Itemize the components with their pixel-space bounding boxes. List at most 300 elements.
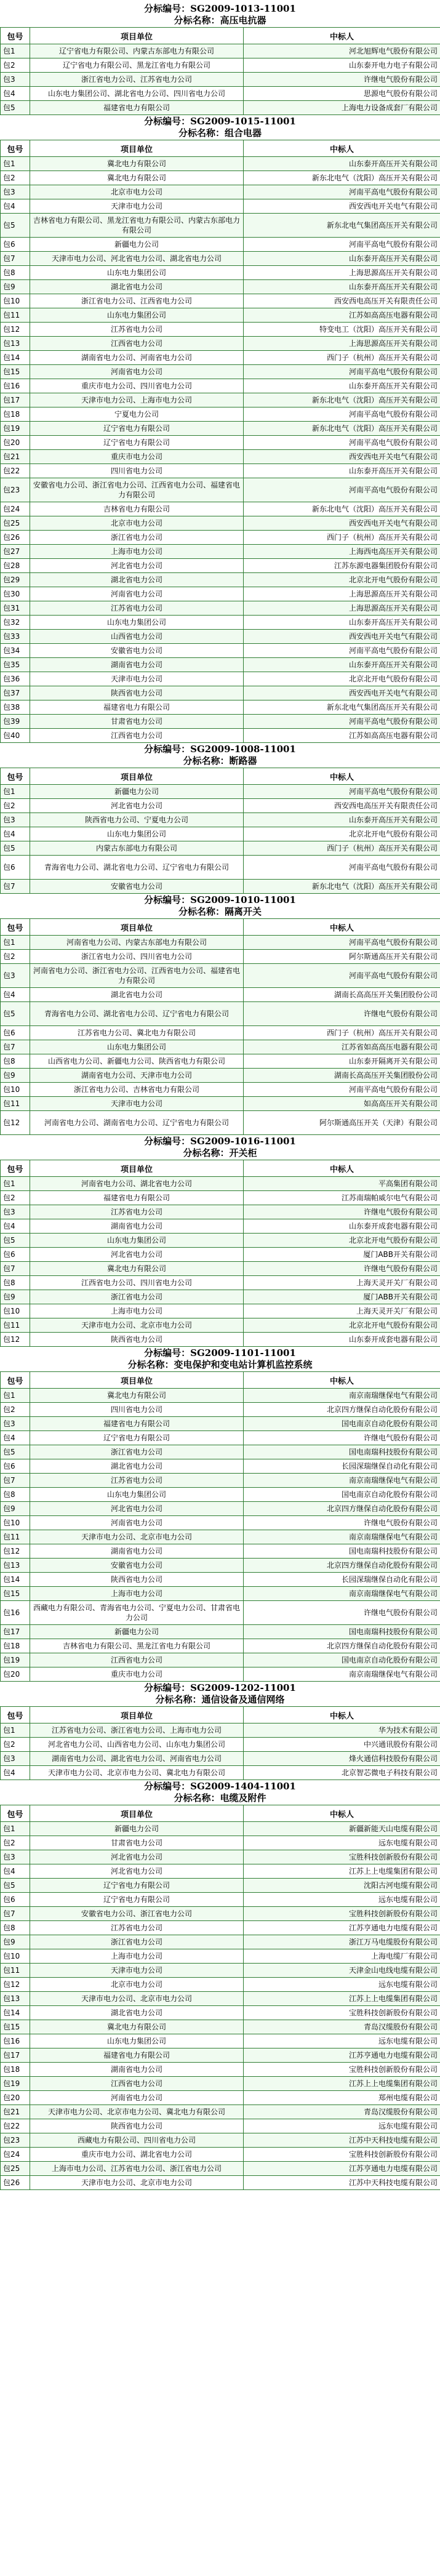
winner-cell: 西安西电开关电气有限公司 xyxy=(244,450,440,464)
unit-cell: 河南省电力公司 xyxy=(30,1516,244,1530)
table-row xyxy=(1,323,440,337)
unit-cell: 河南省电力公司、浙江省电力公司、江西省电力公司、福建省电力有限公司 xyxy=(30,964,244,988)
table-header-row xyxy=(1,1372,440,1389)
table-row xyxy=(1,185,440,199)
unit-cell: 山西省电力公司 xyxy=(30,630,244,644)
package-cell: 包26 xyxy=(1,531,30,545)
unit-cell: 湖南省电力公司、湖北省电力公司、河南省电力公司 xyxy=(30,1752,244,1766)
unit-cell: 西藏电力有限公司、四川省电力公司 xyxy=(30,2133,244,2148)
winner-cell: 阿尔斯通高压开关有限公司 xyxy=(244,950,440,964)
table-header-row xyxy=(1,28,440,44)
package-cell: 包7 xyxy=(1,880,30,894)
package-cell: 包14 xyxy=(1,2006,30,2020)
unit-cell: 山东电力集团公司 xyxy=(30,1234,244,1248)
table-row xyxy=(1,1054,440,1069)
table-row xyxy=(1,1026,440,1040)
table-row xyxy=(1,1921,440,1935)
package-cell: 包7 xyxy=(1,1040,30,1054)
unit-cell: 安徽省电力公司 xyxy=(30,880,244,894)
winner-cell: 上海天灵开关厂有限公司 xyxy=(244,1276,440,1290)
package-cell: 包17 xyxy=(1,1625,30,1639)
package-cell: 包32 xyxy=(1,616,30,630)
unit-cell: 湖南省电力公司 xyxy=(30,1219,244,1234)
unit-cell: 江西省电力公司 xyxy=(30,337,244,351)
unit-cell: 福建省电力有限公司 xyxy=(30,700,244,715)
unit-cell: 山东电力集团公司 xyxy=(30,616,244,630)
unit-cell: 江苏省电力公司 xyxy=(30,323,244,337)
package-cell: 包2 xyxy=(1,950,30,964)
package-cell: 包8 xyxy=(1,1276,30,1290)
section-name: 分标名称：组合电器 xyxy=(178,127,262,138)
package-cell: 包7 xyxy=(1,1262,30,1276)
table-row xyxy=(1,1907,440,1921)
package-cell: 包38 xyxy=(1,700,30,715)
header-package: 包号 xyxy=(1,140,30,157)
winner-cell: 山东泰开高压开关有限公司 xyxy=(244,157,440,171)
package-cell: 包21 xyxy=(1,450,30,464)
table-row xyxy=(1,44,440,58)
winner-cell: 新东北电气集团高压开关有限公司 xyxy=(244,700,440,715)
table-row xyxy=(1,1333,440,1347)
unit-cell: 河北省电力公司 xyxy=(30,1248,244,1262)
package-cell: 包5 xyxy=(1,101,30,115)
winner-cell: 北京北开电气股份有限公司 xyxy=(244,827,440,841)
winner-cell: 思源电气股份有限公司 xyxy=(244,87,440,101)
table-row xyxy=(1,280,440,294)
package-cell: 包11 xyxy=(1,1097,30,1111)
winner-cell: 河南平高电气股份有限公司 xyxy=(244,436,440,450)
winner-cell: 山东泰开隔离开关有限公司 xyxy=(244,1054,440,1069)
unit-cell: 新疆电力公司 xyxy=(30,238,244,252)
table-row xyxy=(1,1290,440,1304)
package-cell: 包8 xyxy=(1,266,30,280)
package-cell: 包19 xyxy=(1,2077,30,2091)
unit-cell: 新疆电力公司 xyxy=(30,1822,244,1836)
winner-cell: 北京北开电气股份有限公司 xyxy=(244,672,440,686)
header-package: 包号 xyxy=(1,28,30,44)
package-cell: 包7 xyxy=(1,1907,30,1921)
package-cell: 包16 xyxy=(1,2034,30,2048)
unit-cell: 江西省电力公司 xyxy=(30,729,244,743)
table-row xyxy=(1,1893,440,1907)
package-cell: 包20 xyxy=(1,436,30,450)
unit-cell: 江苏省电力公司 xyxy=(30,601,244,616)
package-cell: 包13 xyxy=(1,1559,30,1573)
winner-cell: 山东泰开成套电器有限公司 xyxy=(244,1219,440,1234)
table-row xyxy=(1,827,440,841)
unit-cell: 安徽省电力公司、浙江省电力公司 xyxy=(30,1907,244,1921)
winner-cell: 国电南京自动化股份有限公司 xyxy=(244,1488,440,1502)
unit-cell: 北京市电力公司 xyxy=(30,1978,244,1992)
table-row xyxy=(1,1836,440,1850)
table-row xyxy=(1,422,440,436)
unit-cell: 辽宁省电力有限公司 xyxy=(30,1893,244,1907)
unit-cell: 河北省电力公司 xyxy=(30,1850,244,1864)
table-row xyxy=(1,2077,440,2091)
unit-cell: 山西省电力公司、新疆电力公司、陕西省电力有限公司 xyxy=(30,1054,244,1069)
winner-cell: 上海思源高压开关有限公司 xyxy=(244,601,440,616)
package-cell: 包2 xyxy=(1,171,30,185)
table-row xyxy=(1,1431,440,1445)
package-cell: 包6 xyxy=(1,856,30,880)
package-cell: 包1 xyxy=(1,157,30,171)
winner-cell: 上海电力设备成套厂有限公司 xyxy=(244,101,440,115)
package-cell: 包22 xyxy=(1,464,30,478)
package-cell: 包7 xyxy=(1,1474,30,1488)
unit-cell: 福建省电力有限公司 xyxy=(30,101,244,115)
header-winner: 中标人 xyxy=(244,919,440,936)
table-row xyxy=(1,1403,440,1417)
section-code: 分标编号：SG2009-1101-11001 xyxy=(144,1347,296,1358)
table-row xyxy=(1,1639,440,1653)
winner-cell: 河南平高电气股份有限公司 xyxy=(244,715,440,729)
package-cell: 包4 xyxy=(1,988,30,1002)
winner-cell: 北京四方继保自动化股份有限公司 xyxy=(244,1403,440,1417)
table-row xyxy=(1,1964,440,1978)
table-row xyxy=(1,87,440,101)
table-row xyxy=(1,559,440,573)
package-cell: 包24 xyxy=(1,502,30,516)
unit-cell: 江苏省电力公司 xyxy=(30,1921,244,1935)
winner-cell: 新东北电气（沈阳）高压开关有限公司 xyxy=(244,502,440,516)
table-row xyxy=(1,1459,440,1474)
table-row xyxy=(1,715,440,729)
package-cell: 包4 xyxy=(1,1864,30,1879)
package-cell: 包10 xyxy=(1,1516,30,1530)
winner-cell: 山东泰开高压开关有限公司 xyxy=(244,252,440,266)
unit-cell: 冀北电力有限公司 xyxy=(30,171,244,185)
section-code: 分标编号：SG2009-1016-11001 xyxy=(144,1136,296,1147)
unit-cell: 安徽省电力公司 xyxy=(30,1559,244,1573)
package-cell: 包12 xyxy=(1,1111,30,1135)
winner-cell: 如高高压开关有限公司 xyxy=(244,1097,440,1111)
table-row xyxy=(1,2020,440,2034)
package-cell: 包36 xyxy=(1,672,30,686)
winner-cell: 上海思源高压开关有限公司 xyxy=(244,587,440,601)
winner-cell: 上海天灵开关厂有限公司 xyxy=(244,1304,440,1318)
unit-cell: 辽宁省电力有限公司 xyxy=(30,1431,244,1445)
table-row xyxy=(1,1069,440,1083)
winner-cell: 北京智芯微电子科技有限公司 xyxy=(244,1766,440,1780)
winner-cell: 北京四方继保自动化股份有限公司 xyxy=(244,1639,440,1653)
winner-cell: 江苏如高高压电器有限公司 xyxy=(244,308,440,323)
unit-cell: 天津市电力公司、北京市电力公司 xyxy=(30,2176,244,2190)
bid-table xyxy=(0,1371,440,1682)
winner-cell: 郑州电缆有限公司 xyxy=(244,2091,440,2105)
table-row xyxy=(1,1097,440,1111)
winner-cell: 江苏上上电缆集团有限公司 xyxy=(244,1992,440,2006)
package-cell: 包11 xyxy=(1,1530,30,1544)
table-row xyxy=(1,450,440,464)
package-cell: 包37 xyxy=(1,686,30,700)
unit-cell: 安徽省电力公司、浙江省电力公司、江西省电力公司、福建省电力有限公司 xyxy=(30,478,244,502)
table-row xyxy=(1,531,440,545)
table-row xyxy=(1,2162,440,2176)
table-row xyxy=(1,393,440,407)
header-winner: 中标人 xyxy=(244,1372,440,1389)
winner-cell: 新东北电气（沈阳）高压开关有限公司 xyxy=(244,171,440,185)
winner-cell: 许继电气股份有限公司 xyxy=(244,73,440,87)
winner-cell: 江苏亨通电力电缆有限公司 xyxy=(244,2048,440,2063)
winner-cell: 新东北电气（沈阳）高压开关有限公司 xyxy=(244,880,440,894)
package-cell: 包2 xyxy=(1,799,30,813)
unit-cell: 湖北省电力公司 xyxy=(30,2006,244,2020)
winner-cell: 湖南长高高压开关集团股份公司 xyxy=(244,988,440,1002)
table-row xyxy=(1,266,440,280)
table-row xyxy=(1,950,440,964)
package-cell: 包5 xyxy=(1,214,30,238)
package-cell: 包6 xyxy=(1,1026,30,1040)
winner-cell: 河南平高电气股份有限公司 xyxy=(244,856,440,880)
table-header-row xyxy=(1,1805,440,1822)
table-row xyxy=(1,644,440,658)
package-cell: 包3 xyxy=(1,964,30,988)
unit-cell: 天津市电力公司、北京市电力公司 xyxy=(30,1318,244,1333)
table-row xyxy=(1,1864,440,1879)
table-row xyxy=(1,813,440,827)
winner-cell: 西门子（杭州）高压开关有限公司 xyxy=(244,351,440,365)
winner-cell: 新东北电气（沈阳）高压开关有限公司 xyxy=(244,393,440,407)
package-cell: 包5 xyxy=(1,841,30,856)
winner-cell: 山东泰开成套电器有限公司 xyxy=(244,1333,440,1347)
winner-cell: 远东电缆有限公司 xyxy=(244,1836,440,1850)
header-package: 包号 xyxy=(1,1707,30,1723)
unit-cell: 陕西省电力公司 xyxy=(30,1573,244,1587)
package-cell: 包1 xyxy=(1,1389,30,1403)
winner-cell: 河南平高电气股份有限公司 xyxy=(244,1083,440,1097)
table-row xyxy=(1,252,440,266)
unit-cell: 江苏省电力公司 xyxy=(30,1205,244,1219)
package-cell: 包4 xyxy=(1,827,30,841)
package-cell: 包18 xyxy=(1,1639,30,1653)
unit-cell: 河南省电力公司 xyxy=(30,365,244,379)
winner-cell: 河南平高电气股份有限公司 xyxy=(244,185,440,199)
winner-cell: 宝胜科技创新股份有限公司 xyxy=(244,2063,440,2077)
unit-cell: 甘肃省电力公司 xyxy=(30,715,244,729)
table-row xyxy=(1,199,440,214)
table-row xyxy=(1,101,440,115)
table-row xyxy=(1,1445,440,1459)
unit-cell: 福建省电力有限公司 xyxy=(30,1191,244,1205)
section-header xyxy=(0,2,440,27)
winner-cell: 许继电气股份有限公司 xyxy=(244,1205,440,1219)
winner-cell: 华为技术有限公司 xyxy=(244,1723,440,1738)
package-cell: 包27 xyxy=(1,545,30,559)
table-row xyxy=(1,2148,440,2162)
package-cell: 包8 xyxy=(1,1054,30,1069)
package-cell: 包1 xyxy=(1,936,30,950)
package-cell: 包1 xyxy=(1,785,30,799)
table-row xyxy=(1,2048,440,2063)
winner-cell: 山东泰开电力电子有限公司 xyxy=(244,58,440,73)
unit-cell: 湖南省电力公司 xyxy=(30,658,244,672)
unit-cell: 山东电力集团公司、湖北省电力公司、四川省电力公司 xyxy=(30,87,244,101)
package-cell: 包2 xyxy=(1,1191,30,1205)
bid-table xyxy=(0,140,440,743)
header-unit: 项目单位 xyxy=(30,1707,244,1723)
unit-cell: 安徽省电力公司 xyxy=(30,644,244,658)
winner-cell: 河南平高电气股份有限公司 xyxy=(244,407,440,422)
winner-cell: 长园深瑞继保自动化有限公司 xyxy=(244,1573,440,1587)
section-header xyxy=(0,1135,440,1160)
table-row xyxy=(1,1219,440,1234)
section-code: 分标编号：SG2009-1015-11001 xyxy=(144,116,296,127)
table-row xyxy=(1,936,440,950)
section-name: 分标名称：变电保护和变电站计算机监控系统 xyxy=(127,1359,313,1370)
table-row xyxy=(1,1992,440,2006)
unit-cell: 河北省电力公司 xyxy=(30,1502,244,1516)
package-cell: 包1 xyxy=(1,1822,30,1836)
table-row xyxy=(1,658,440,672)
header-unit: 项目单位 xyxy=(30,919,244,936)
unit-cell: 湖北省电力公司 xyxy=(30,1459,244,1474)
unit-cell: 辽宁省电力有限公司、内蒙古东部电力有限公司 xyxy=(30,44,244,58)
package-cell: 包15 xyxy=(1,1587,30,1601)
bid-table xyxy=(0,918,440,1135)
package-cell: 包4 xyxy=(1,1219,30,1234)
package-cell: 包10 xyxy=(1,1083,30,1097)
winner-cell: 北京北开电气股份有限公司 xyxy=(244,1318,440,1333)
unit-cell: 吉林省电力有限公司、黑龙江省电力有限公司、内蒙古东部电力有限公司 xyxy=(30,214,244,238)
package-cell: 包16 xyxy=(1,1601,30,1625)
bid-table xyxy=(0,27,440,115)
unit-cell: 山东电力集团公司 xyxy=(30,1488,244,1502)
header-winner: 中标人 xyxy=(244,28,440,44)
unit-cell: 新疆电力公司 xyxy=(30,1625,244,1639)
section-header xyxy=(0,115,440,140)
header-unit: 项目单位 xyxy=(30,1160,244,1177)
winner-cell: 西安西电开关电气有限公司 xyxy=(244,199,440,214)
table-row xyxy=(1,2063,440,2077)
table-row xyxy=(1,1248,440,1262)
table-row xyxy=(1,1601,440,1625)
table-row xyxy=(1,841,440,856)
unit-cell: 天津市电力公司 xyxy=(30,1964,244,1978)
unit-cell: 吉林省电力有限公司 xyxy=(30,502,244,516)
unit-cell: 青海省电力公司、湖北省电力公司、辽宁省电力有限公司 xyxy=(30,1002,244,1026)
package-cell: 包18 xyxy=(1,2063,30,2077)
table-row xyxy=(1,988,440,1002)
table-row xyxy=(1,1040,440,1054)
table-header-row xyxy=(1,1160,440,1177)
section-header xyxy=(0,894,440,918)
table-row xyxy=(1,157,440,171)
unit-cell: 西藏电力有限公司、青海省电力公司、宁夏电力公司、甘肃省电力公司 xyxy=(30,1601,244,1625)
unit-cell: 河南省电力公司 xyxy=(30,2091,244,2105)
winner-cell: 天津金山电线电缆有限公司 xyxy=(244,1964,440,1978)
winner-cell: 江苏如高高压电器有限公司 xyxy=(244,729,440,743)
package-cell: 包4 xyxy=(1,199,30,214)
table-row xyxy=(1,1191,440,1205)
section-code: 分标编号：SG2009-1010-11001 xyxy=(144,894,296,905)
table-row xyxy=(1,1723,440,1738)
unit-cell: 江苏省电力公司、冀北电力有限公司 xyxy=(30,1026,244,1040)
table-row xyxy=(1,2176,440,2190)
table-row xyxy=(1,1667,440,1682)
unit-cell: 甘肃省电力公司 xyxy=(30,1836,244,1850)
unit-cell: 北京市电力公司 xyxy=(30,516,244,531)
winner-cell: 西门子（杭州）高压开关有限公司 xyxy=(244,841,440,856)
winner-cell: 长园深瑞继保自动化有限公司 xyxy=(244,1459,440,1474)
table-row xyxy=(1,1653,440,1667)
table-row xyxy=(1,1935,440,1949)
unit-cell: 重庆市电力公司 xyxy=(30,1667,244,1682)
bid-table xyxy=(0,1160,440,1347)
winner-cell: 上海思源高压开关有限公司 xyxy=(244,337,440,351)
winner-cell: 江苏中天科技电缆有限公司 xyxy=(244,2133,440,2148)
table-row xyxy=(1,1822,440,1836)
winner-cell: 国电南瑞科技股份有限公司 xyxy=(244,1625,440,1639)
package-cell: 包15 xyxy=(1,2020,30,2034)
package-cell: 包12 xyxy=(1,323,30,337)
section-name: 分标名称：断路器 xyxy=(183,755,257,766)
unit-cell: 冀北电力有限公司 xyxy=(30,1389,244,1403)
winner-cell: 平高集团有限公司 xyxy=(244,1177,440,1191)
winner-cell: 宝胜科技创新股份有限公司 xyxy=(244,1907,440,1921)
unit-cell: 上海市电力公司 xyxy=(30,545,244,559)
unit-cell: 福建省电力有限公司 xyxy=(30,2048,244,2063)
package-cell: 包3 xyxy=(1,1205,30,1219)
unit-cell: 山东电力集团公司 xyxy=(30,827,244,841)
package-cell: 包24 xyxy=(1,2148,30,2162)
table-header-row xyxy=(1,140,440,157)
unit-cell: 江苏省电力公司、浙江省电力公司、上海市电力公司 xyxy=(30,1723,244,1738)
package-cell: 包3 xyxy=(1,1417,30,1431)
table-row xyxy=(1,1559,440,1573)
package-cell: 包5 xyxy=(1,1234,30,1248)
unit-cell: 四川省电力公司 xyxy=(30,464,244,478)
winner-cell: 烽火通信科技股份有限公司 xyxy=(244,1752,440,1766)
table-row xyxy=(1,856,440,880)
unit-cell: 辽宁省电力有限公司 xyxy=(30,436,244,450)
package-cell: 包6 xyxy=(1,238,30,252)
table-row xyxy=(1,2091,440,2105)
unit-cell: 山东电力集团公司 xyxy=(30,308,244,323)
unit-cell: 辽宁省电力有限公司 xyxy=(30,1879,244,1893)
package-cell: 包11 xyxy=(1,1318,30,1333)
package-cell: 包39 xyxy=(1,715,30,729)
unit-cell: 浙江省电力公司 xyxy=(30,1290,244,1304)
package-cell: 包7 xyxy=(1,252,30,266)
package-cell: 包2 xyxy=(1,58,30,73)
section-header xyxy=(0,1347,440,1371)
table-row xyxy=(1,464,440,478)
unit-cell: 河北省电力公司 xyxy=(30,1864,244,1879)
header-winner: 中标人 xyxy=(244,140,440,157)
section-header xyxy=(0,1780,440,1805)
section-code: 分标编号：SG2009-1008-11001 xyxy=(144,744,296,755)
section-header xyxy=(0,743,440,768)
package-cell: 包22 xyxy=(1,2119,30,2133)
winner-cell: 北京北开电气股份有限公司 xyxy=(244,573,440,587)
package-cell: 包17 xyxy=(1,2048,30,2063)
package-cell: 包4 xyxy=(1,87,30,101)
unit-cell: 河北省电力公司、山西省电力公司、山东电力集团公司 xyxy=(30,1738,244,1752)
table-row xyxy=(1,1474,440,1488)
winner-cell: 厦门ABB开关有限公司 xyxy=(244,1248,440,1262)
unit-cell: 浙江省电力公司、四川省电力公司 xyxy=(30,950,244,964)
table-row xyxy=(1,1516,440,1530)
table-row xyxy=(1,573,440,587)
winner-cell: 西安西电开关电气有限公司 xyxy=(244,686,440,700)
package-cell: 包5 xyxy=(1,1445,30,1459)
package-cell: 包12 xyxy=(1,1333,30,1347)
table-row xyxy=(1,214,440,238)
unit-cell: 辽宁省电力有限公司、黑龙江省电力有限公司 xyxy=(30,58,244,73)
header-package: 包号 xyxy=(1,1160,30,1177)
table-row xyxy=(1,601,440,616)
winner-cell: 许继电气股份有限公司 xyxy=(244,1002,440,1026)
